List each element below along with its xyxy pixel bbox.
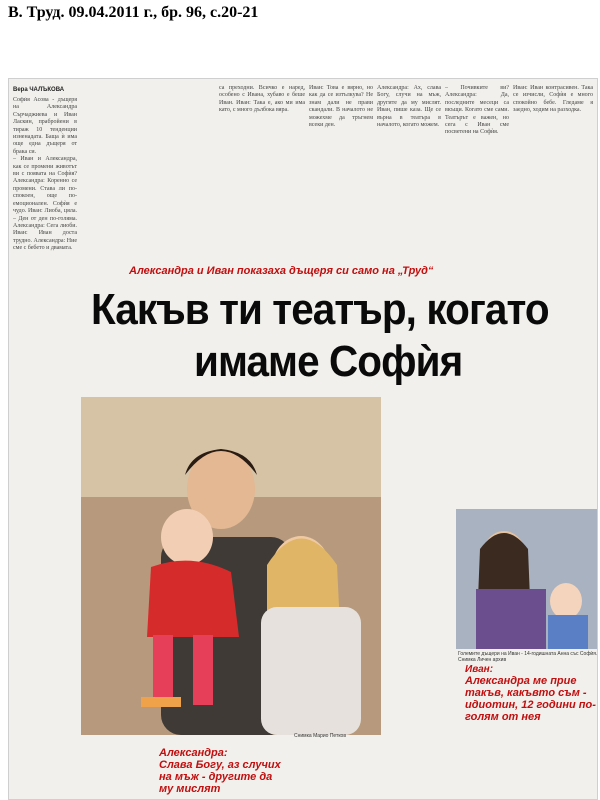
side-photo-caption: Големите дъщери на Иван - 14-годишната Анна със Софѝя. Снимка Личен архив [458,651,598,663]
source-line: В. Труд. 09.04.2011 г., бр. 96, с.20-21 [8,4,259,21]
quote-ivan [465,664,598,729]
text-column-1 [13,97,77,397]
kicker-text: Александра и Иван показаха дъщеря си само на „Труд“ [129,265,434,277]
headline-line-1: Какъв ти театър, когато [91,285,549,334]
text-column-3 [309,85,373,255]
text-column-2 [219,85,305,255]
quote-alexandra-text: Слава Богу, аз случих на мъж - другите да му мислят [159,759,281,795]
column-paragraph: Софѝя Асова - дъщеря на Александра Сърчаджиева и Иван Ласкин, прабройени в тираж 10 тенденции изненадата. Баща ѝ има още една дъщеря от брака си. [13,97,77,155]
sisters-photo [456,509,598,649]
column-paragraph: – Почивките ви? Александра: Да, последните месеци са вкъщи. Когато сме сами. Театърът е важен, но сега с Иван сме посветени на Софѝя. [445,85,509,136]
column-paragraph: – Иван и Александра, как се промени животът ви с появата на Софѝя? Александра: Коренно се промени. Става ли по-спокоен, още по-емоционален. Софѝя е чудо. Иван: Лиоба, цяла. – Ден от ден по-голяма. Александра: Сега лиоби. Иван: Иван доста трудно. Александра: Ние сме с бебето и двамата. [13,156,77,252]
text-column-4 [377,85,441,255]
quote-ivan-label: Иван: [465,664,494,675]
author-byline: Вера ЧАЛЪКОВА [13,87,65,93]
column-paragraph: Александра: Ах, слава Богу, случи на мъж, другите да му мислят. Иван, пише каза. Ще се върна в театъра в началото, когато можем. [377,85,441,129]
quote-alexandra [159,747,289,800]
quote-ivan-text: Александра ме прие такъв, какъвто съм - идиотин, 12 години по-голям от нея [465,675,596,723]
kicker [129,261,493,281]
headline-line-2: имаме Софѝя [194,337,463,386]
column-paragraph: Иван: Това е вярно, но как да се изтълкува? Не знам дали не прави скандали. В началото не можехме да тръгнем всеки ден. [309,85,373,129]
text-column-6 [513,85,593,255]
newspaper-clipping [8,78,598,800]
quote-alexandra-label: Александра: [159,747,228,759]
family-photo [81,397,381,735]
family-photo-illustration [81,397,381,735]
sisters-photo-illustration [456,509,598,649]
column-paragraph: Иван: Иван контрасивен. Така се изчисли, Софѝя е много спокойно бебе. Гледаме я заедно, ходим на разходка. [513,85,593,114]
main-photo-caption: Снимка Марио Петков [294,733,346,739]
column-paragraph: са преходни. Всичко е наред, особено с Ивана, хубаво е беше Иван. Иван: Така е, ако ми има като, с много дълбока вяра. [219,85,305,114]
text-column-5 [445,85,509,255]
